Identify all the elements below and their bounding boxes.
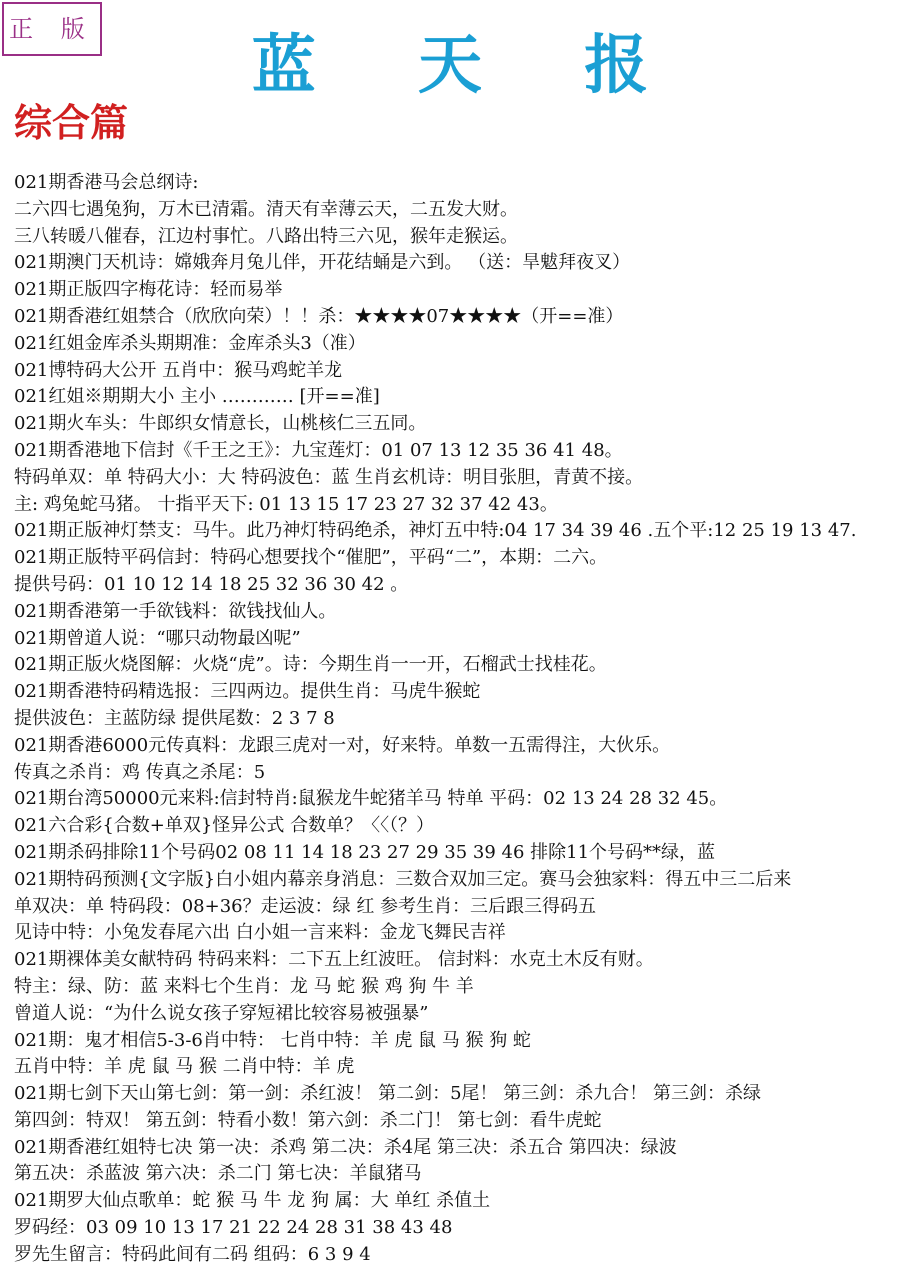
- text-line: 021期火车头：牛郎织女情意长，山桃核仁三五同。: [14, 413, 427, 435]
- text-line: 罗码经：03 09 10 13 17 21 22 24 28 31 38 43 48: [14, 1217, 453, 1239]
- section-heading: 综合篇: [14, 100, 129, 145]
- text-line: 三八转暖八催春，江边村事忙。八路出特三六见，猴年走猴运。: [14, 225, 518, 247]
- text-line: 021期曾道人说：“哪只动物最凶呢”: [14, 627, 301, 649]
- text-line: 021六合彩{合数+单双}怪异公式 合数单？〈〈（？）: [14, 815, 435, 837]
- text-line: 提供波色：主蓝防绿 提供尾数：2 3 7 8: [14, 707, 335, 729]
- authentic-badge: 正 版: [2, 2, 102, 56]
- text-line: 提供号码：01 10 12 14 18 25 32 36 30 42 。: [14, 573, 409, 595]
- text-line: 021红姐金库杀头期期准：金库杀头3（准）: [14, 332, 366, 354]
- text-line: 曾道人说：“为什么说女孩子穿短裙比较容易被强暴”: [14, 1002, 429, 1024]
- text-line: 五肖中特：羊 虎 鼠 马 猴 二肖中特：羊 虎: [14, 1056, 355, 1078]
- text-line: 021期香港红姐特七决 第一决：杀鸡 第二决：杀4尾 第三决：杀五合 第四决：绿波: [14, 1136, 677, 1158]
- text-line: 021期正版火烧图解：火烧“虎”。诗：今期生肖一一开，石榴武士找桂花。: [14, 654, 607, 676]
- text-line: 021期正版四字梅花诗：轻而易举: [14, 279, 283, 301]
- text-line: 021期：鬼才相信5-3-6肖中特： 七肖中特：羊 虎 鼠 马 猴 狗 蛇: [14, 1029, 531, 1051]
- text-line: 021期香港马会总纲诗:: [14, 172, 199, 193]
- text-line: 第五决：杀蓝波 第六决：杀二门 第七决：羊鼠猪马: [14, 1163, 422, 1185]
- text-line: 021期杀码排除11个号码02 08 11 14 18 23 27 29 35 39 46 排除11个号码**绿，蓝: [14, 841, 716, 863]
- text-line: 第四剑：特双！ 第五剑：特看小数！第六剑：杀二门！ 第七剑：看牛虎蛇: [14, 1109, 602, 1131]
- text-line: 021期正版神灯禁支：马牛。此乃神灯特码绝杀，神灯五中特:04 17 34 39 46 .五个平:12 25 19 13 47.: [14, 520, 857, 542]
- text-line: 单双决：单 特码段：08+36？走运波：绿 红 参考生肖：三后跟三得码五: [14, 895, 597, 917]
- text-line: 021期罗大仙点歌单：蛇 猴 马 牛 龙 狗 属：大 单红 杀值土: [14, 1190, 491, 1212]
- text-line: 021红姐※期期大小 主小 ………… [开==准]: [14, 386, 380, 408]
- text-line: 021期香港特码精选报：三四两边。提供生肖：马虎牛猴蛇: [14, 681, 481, 703]
- text-line: 021期特码预测{文字版}白小姐内幕亲身消息：三数合双加三定。赛马会独家料：得五中三二后来: [14, 868, 792, 890]
- text-line: 特码单双：单 特码大小：大 特码波色：蓝 生肖玄机诗：明目张胆，青黄不接。: [14, 466, 644, 488]
- text-line: 传真之杀肖：鸡 传真之杀尾：5: [14, 761, 266, 783]
- text-line: 特主：绿、防：蓝 来料七个生肖：龙 马 蛇 猴 鸡 狗 牛 羊: [14, 975, 474, 997]
- text-line: 021期七剑下天山第七剑：第一剑：杀红波！ 第二剑：5尾！ 第三剑：杀九合！ 第三剑：杀绿: [14, 1083, 761, 1105]
- text-line: 021期香港红姐禁合（欣欣向荣）！！杀：★★★★07★★★★（开==准）: [14, 305, 624, 327]
- content-lines: [14, 170, 898, 1269]
- text-line: 见诗中特：小兔发春尾六出 白小姐一言来料：金龙飞舞民吉祥: [14, 922, 506, 944]
- text-line: 021期香港6000元传真料：龙跟三虎对一对，好来特。单数一五需得注，大伙乐。: [14, 734, 671, 756]
- text-line: 二六四七遇兔狗，万木已清霜。清天有幸薄云天，二五发大财。: [14, 198, 518, 220]
- text-line: 021期裸体美女献特码 特码来料：二下五上红波旺。 信封料：水克土木反有财。: [14, 949, 654, 971]
- text-line: 021期香港第一手欲钱料：欲钱找仙人。: [14, 600, 337, 622]
- text-line: 罗先生留言：特码此间有二码 组码：6 3 9 4: [14, 1243, 371, 1265]
- page-title: 蓝 天 报: [251, 28, 689, 103]
- text-line: 021期香港地下信封《千王之王》：九宝莲灯：01 07 13 12 35 36 41 48。: [14, 439, 623, 461]
- text-line: 021期正版特平码信封：特码心想要找个“催肥”，平码“二”，本期：二六。: [14, 547, 608, 569]
- text-line: 主: 鸡兔蛇马猪。 十指平天下: 01 13 15 17 23 27 32 37 42 43。: [14, 493, 558, 515]
- text-line: 021期澳门天机诗：嫦娥奔月兔儿伴，开花结蛹是六到。 （送：旱魃拜夜叉）: [14, 252, 631, 274]
- text-line: 021博特码大公开 五肖中：猴马鸡蛇羊龙: [14, 359, 343, 381]
- text-line: 021期台湾50000元来料:信封特肖:鼠猴龙牛蛇猪羊马 特单 平码：02 13 24 28 32 45。: [14, 788, 728, 810]
